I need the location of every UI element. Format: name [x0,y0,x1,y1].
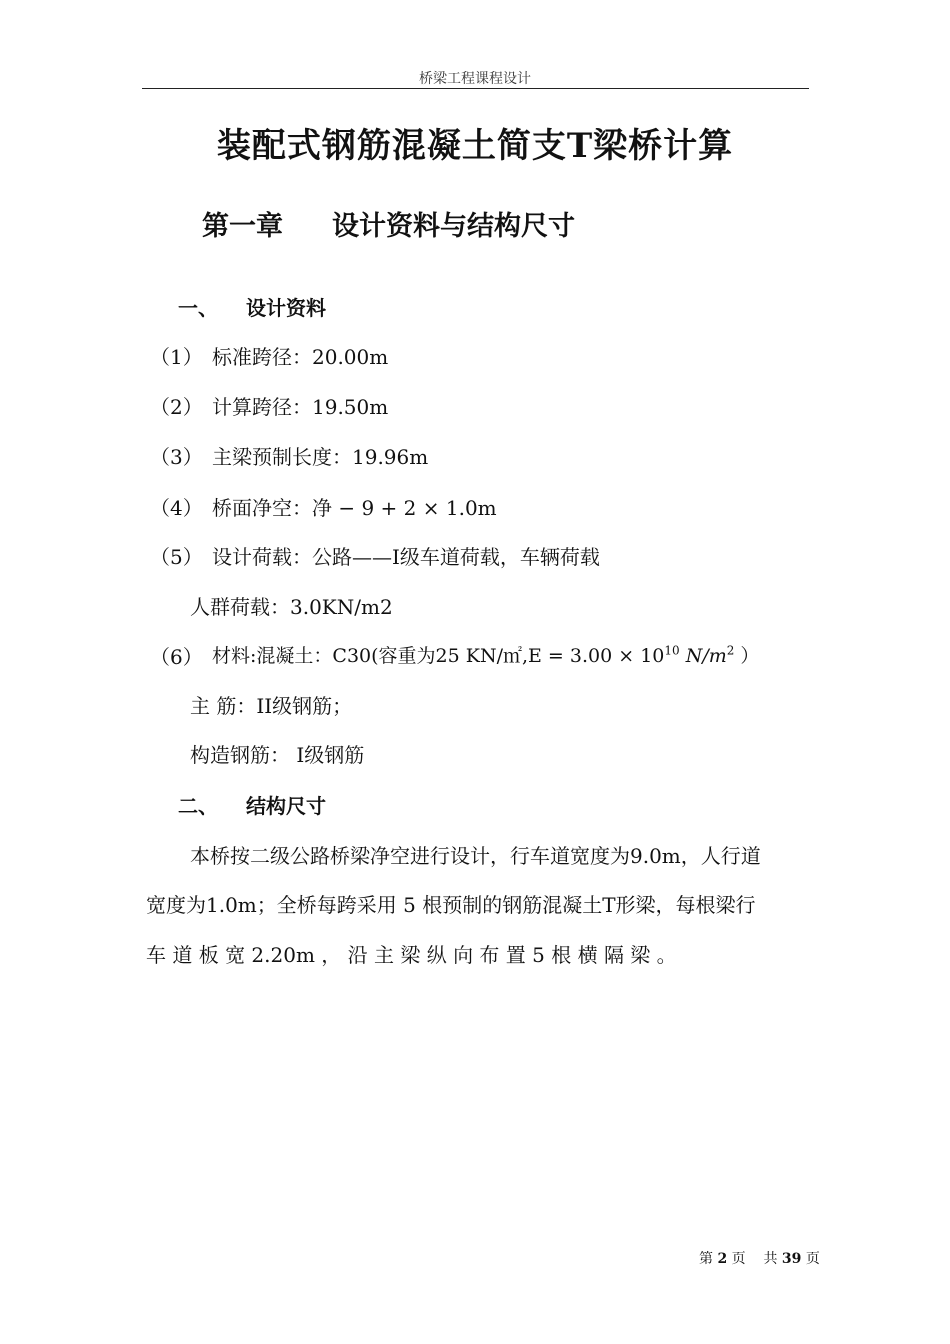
paragraph-line: 本桥按二级公路桥梁净空进行设计，行车道宽度为9.0m，人行道 [190,844,761,868]
section-number: 一、 [178,296,218,320]
total-suffix: 页 [805,1251,820,1267]
list-item-text: 标准跨径：20.00m [212,345,389,369]
section-title: 结构尺寸 [246,794,326,818]
header-divider [142,88,809,89]
struct-rebar-text: 构造钢筋： I级钢筋 [190,743,365,767]
page-prefix: 第 [699,1251,713,1267]
list-item-text [212,492,497,521]
paragraph-line: 车 道 板 宽 2.20m ， 沿 主 梁 纵 向 布 置 5 根 横 隔 梁 。 [146,943,677,967]
chapter-title: 设计资料与结构尺寸 [332,211,575,242]
section-title: 设计资料 [246,296,326,320]
list-item-text: 主梁预制长度：19.96m [212,445,429,469]
list-item-number: （4） [150,496,203,520]
total-pages: 39 [781,1251,802,1267]
total-prefix: 共 [763,1251,778,1267]
page-footer [699,1248,820,1268]
clearance-label: 桥面净空： [212,496,312,520]
chapter-number: 第一章 [202,211,283,242]
section-number: 二、 [178,794,218,818]
materials-tail-exponent: 2 [726,643,735,658]
clearance-formula: 净 − 9 + 2 × 1.0m [312,496,497,520]
list-item-text: 设计荷载：公路——I级车道荷载，车辆荷载 [212,545,600,569]
list-item-text: 计算跨径：19.50m [212,395,389,419]
materials-close: ） [734,645,760,667]
list-item-number: （2） [150,395,203,419]
list-item-number: （5） [150,545,203,569]
list-item-number: （3） [150,445,203,469]
materials-unit: KN/㎡,E = 3.00 × 10 [459,645,665,667]
page-number: 2 [717,1251,728,1267]
document-title: 装配式钢筋混凝土简支T梁桥计算 [216,126,734,166]
list-item-number: （1） [150,345,203,369]
paragraph-line: 宽度为1.0m；全桥每跨采用 5 根预制的钢筋混凝土T形梁，每根梁行 [146,893,756,917]
page-header: 桥梁工程课程设计 [419,71,531,87]
main-rebar-text: 主 筋：II级钢筋； [190,694,353,718]
list-item-number: （6） [150,645,203,669]
materials-prefix: 材料:混凝土：C30(容重为25 [212,645,460,667]
materials-tail: N/m [679,645,727,667]
page-suffix: 页 [731,1251,746,1267]
crowd-load-text: 人群荷载：3.0KN/m2 [190,595,393,619]
materials-exponent: 10 [664,643,680,658]
materials-line [212,641,759,668]
